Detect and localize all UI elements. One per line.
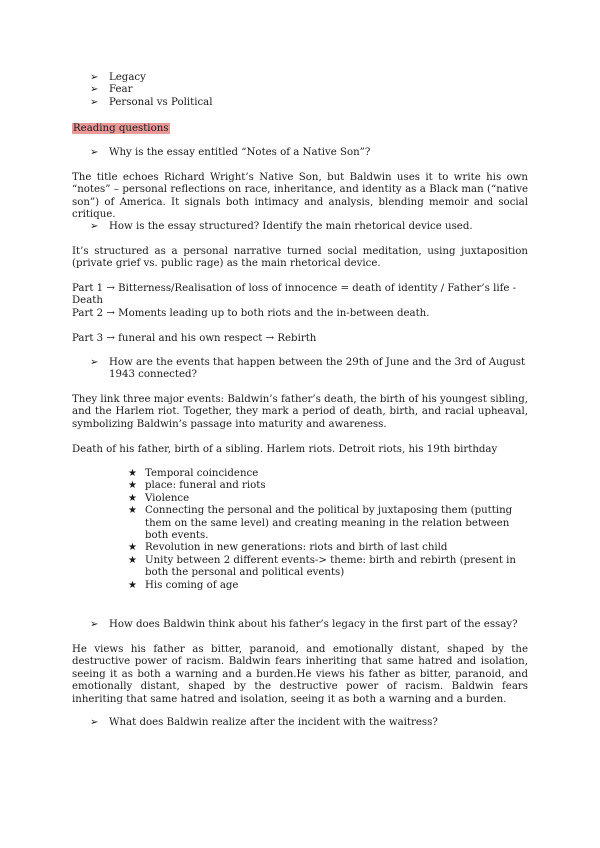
star-bullet-icon: ★ <box>128 579 138 591</box>
question-4: ➢ How does Baldwin think about his father’s legacy in the first part of the essay? <box>90 619 518 630</box>
star-bullet-icon: ★ <box>128 492 138 504</box>
list-item: ➢ Fear <box>90 84 133 96</box>
star-bullet-icon: ★ <box>128 542 138 554</box>
list-item: ★ Unity between 2 different events-> theme: birth and rebirth (present in both the personal and political events) <box>128 554 516 579</box>
answer-1: The title echoes Richard Wright’s Native Son, but Baldwin uses it to write his own “notes” – personal reflections on race, inheritance, and identity as a Black man (“native son”) of America. It signals both intimacy and analysis, blending memoir and social critique. <box>72 172 528 221</box>
star-bullet-icon: ★ <box>128 468 138 479</box>
arrow-bullet-icon: ➢ <box>90 221 99 232</box>
arrow-bullet-icon: ➢ <box>90 147 99 158</box>
star-bullet-icon: ★ <box>128 554 138 566</box>
arrow-bullet-icon: ➢ <box>90 96 99 108</box>
list-item: ★ place: funeral and riots <box>128 480 266 492</box>
list-item: ➢ Personal vs Political <box>90 96 213 108</box>
part-3-line: Part 3 → funeral and his own respect → Rebirth <box>72 333 317 344</box>
arrow-bullet-icon: ➢ <box>90 357 99 368</box>
highlighted-heading: Reading questions <box>73 123 169 134</box>
question-5: ➢ What does Baldwin realize after the incident with the waitress? <box>90 717 438 728</box>
arrow-bullet-icon: ➢ <box>90 72 99 83</box>
list-item: ★ Temporal coincidence <box>128 468 259 479</box>
arrow-bullet-icon: ➢ <box>90 717 99 728</box>
part-1-line: Part 1 → Bitterness/Realisation of loss of innocence = death of identity / Father’s life - Death <box>72 283 517 307</box>
section-heading <box>72 123 528 135</box>
arrow-bullet-icon: ➢ <box>90 619 99 630</box>
list-item: ➢ Legacy <box>90 72 146 83</box>
answer-3: They link three major events: Baldwin’s father’s death, the birth of his youngest sibling, and the Harlem riot. Together, they mark a period of death, birth, and racial upheaval, symbolizing Baldwin’s passage into maturity and awareness. <box>72 394 528 430</box>
part-2-line: Part 2 → Moments leading up to both riots and the in-between death. <box>72 308 430 319</box>
list-item: ★ Revolution in new generations: riots and birth of last child <box>128 542 448 554</box>
answer-4: He views his father as bitter, paranoid, and emotionally distant, shaped by the destructive power of racism. Baldwin fears inheriting that same hatred and isolation, seeing it as both a warning and a burden.He views his father as bitter, paranoid, and emotionally distant, shaped by the destructive power of racism. Baldwin fears inheriting that same hatred and isolation, seeing it as both a warning and a burden. <box>72 644 528 705</box>
arrow-bullet-icon: ➢ <box>90 84 99 96</box>
question-2: ➢ How is the essay structured? Identify the main rhetorical device used. <box>90 221 473 232</box>
events-line: Death of his father, birth of a sibling. Harlem riots. Detroit riots, his 19th birthday <box>72 444 498 455</box>
list-item: ★ His coming of age <box>128 579 239 591</box>
list-item: ★ Connecting the personal and the political by juxtaposing them (putting them on the same level) and creating meaning in the relation between both events. <box>128 505 513 542</box>
answer-2: It’s structured as a personal narrative turned social meditation, using juxtaposition (private grief vs. public rage) as the main rhetorical device. <box>72 246 528 270</box>
question-3: ➢ How are the events that happen between the 29th of June and the 3rd of August 1943 connected? <box>90 357 526 381</box>
question-1: ➢ Why is the essay entitled “Notes of a Native Son”? <box>90 147 371 158</box>
list-item: ★ Violence <box>128 492 190 504</box>
themes-list <box>90 72 390 109</box>
star-bullet-icon: ★ <box>128 480 138 492</box>
star-bullet-icon: ★ <box>128 505 138 517</box>
connections-list <box>128 468 528 592</box>
